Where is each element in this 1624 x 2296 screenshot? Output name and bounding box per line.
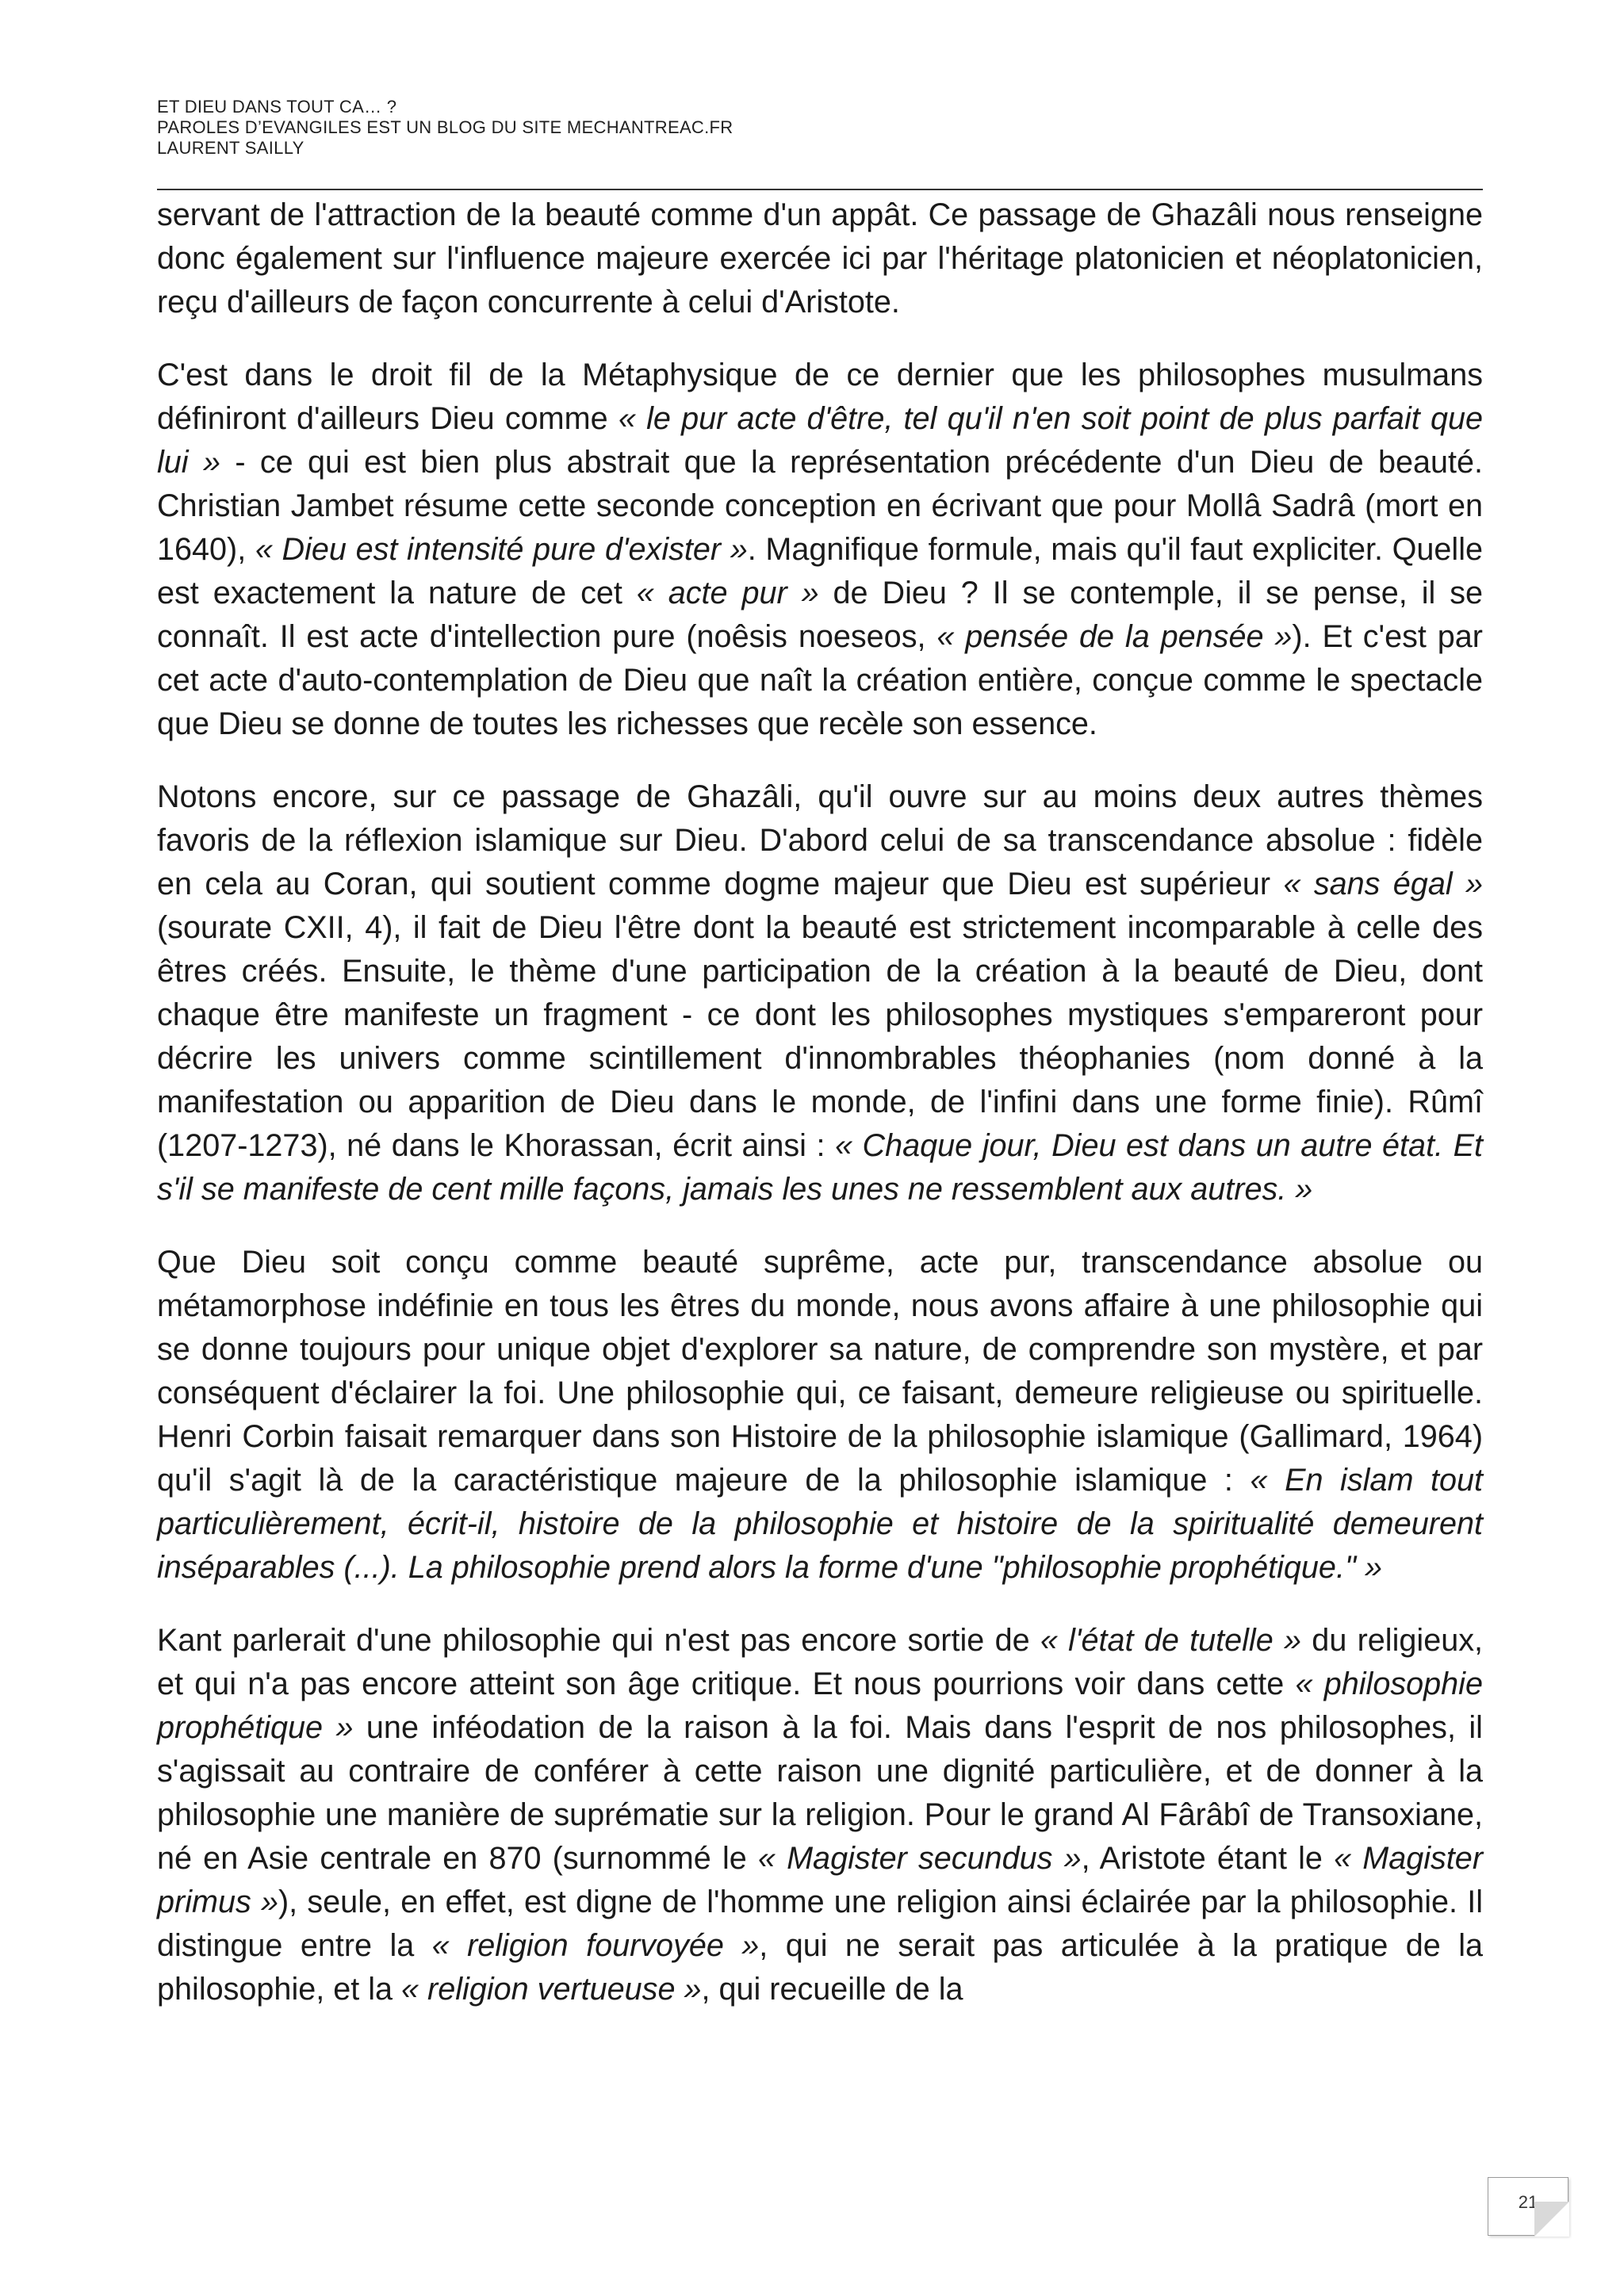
quote-run: « sans égal »	[1283, 867, 1483, 901]
text-run: ). Et c'est par cet acte d'auto-contemplation de Dieu que naît la création entière, conçue comme le spectacle que Dieu se donne de toutes les richesses que recèle son essence.	[157, 619, 1483, 741]
text-run: Que Dieu soit conçu comme beauté suprême, acte pur, transcendance absolue ou métamorphose indéfinie en tous les êtres du monde, nous avons affaire à une philosophie qui se donne toujours pour unique objet d'explorer sa nature, de comprendre son mystère, et par conséquent d'éclairer la foi. Une philosophie qui, ce faisant, demeure religieuse ou spirituelle. Henri Corbin faisait remarquer dans son Histoire de la philosophie islamique (Gallimard, 1964) qu'il s'agit là de la caractéristique majeure de la philosophie islamique :	[157, 1245, 1483, 1498]
header-divider	[157, 189, 1483, 190]
quote-run: « pensée de la pensée »	[936, 619, 1293, 654]
quote-run: « religion vertueuse »	[401, 1972, 702, 2007]
text-run: , qui recueille de la	[701, 1972, 963, 2007]
header-blog-line: PAROLES D’EVANGILES EST UN BLOG DU SITE MECHANTREAC.FR	[157, 117, 733, 137]
paragraph	[157, 1241, 1483, 1590]
text-run: Kant parlerait d'une philosophie qui n'est pas encore sortie de	[157, 1623, 1040, 1658]
text-run: ), seule, en effet, est digne de l'homme une religion ainsi éclairée par la philosophie. Il distingue entre la	[157, 1885, 1483, 1963]
text-run: , qui ne serait pas articulée à la pratique de la philosophie, et la	[157, 1928, 1483, 2007]
text-run: Notons encore, sur ce passage de Ghazâli, qu'il ouvre sur au moins deux autres thèmes favoris de la réflexion islamique sur Dieu. D'abord celui de sa transcendance absolue : fidèle en cela au Coran, qui soutient comme dogme majeur que Dieu est supérieur	[157, 779, 1483, 901]
paragraph	[157, 775, 1483, 1211]
quote-run: « religion fourvoyée »	[431, 1928, 760, 1963]
page-header	[157, 97, 1483, 159]
page-number: 21	[1518, 2192, 1538, 2212]
text-run: , Aristote étant le	[1081, 1841, 1335, 1876]
quote-run: « l'état de tutelle »	[1040, 1623, 1302, 1658]
header-author: LAURENT SAILLY	[157, 138, 304, 158]
text-run: de Dieu ? Il se contemple, il se pense, il se connaît. Il est acte d'intellection pure (noêsis noeseos,	[157, 576, 1484, 654]
quote-run: « En islam tout particulièrement, écrit-il, histoire de la philosophie et histoire de la spiritualité demeurent inséparables (...). La philosophie prend alors la forme d'une "philosophie prophétique." »	[157, 1463, 1484, 1585]
quote-run: « Dieu est intensité pure d'exister »	[255, 532, 748, 567]
text-run: du religieux, et qui n'a pas encore atteint son âge critique. Et nous pourrions voir dans cette	[157, 1623, 1484, 1701]
quote-run: « Chaque jour, Dieu est dans un autre état. Et s'il se manifeste de cent mille façons, jamais les unes ne ressemblent aux autres. »	[157, 1128, 1483, 1207]
text-run: (sourate CXII, 4), il fait de Dieu l'être dont la beauté est strictement incomparable à celle des êtres créés. Ensuite, le thème d'une participation de la création à la beauté de Dieu, dont chaque être manifeste un fragment - ce dont les philosophes mystiques s'empareront pour décrire les univers comme scintillement d'innombrables théophanies (nom donné à la manifestation ou apparition de Dieu dans le monde, de l'infini dans une forme finie). Rûmî (1207-1273), né dans le Khorassan, écrit ainsi :	[157, 910, 1483, 1163]
text-run: servant de l'attraction de la beauté comme d'un appât. Ce passage de Ghazâli nous renseigne donc également sur l'influence majeure exercée ici par l'héritage platonicien et néoplatonicien, reçu d'ailleurs de façon concurrente à celui d'Aristote.	[157, 197, 1483, 320]
text-run: une inféodation de la raison à la foi. Mais dans l'esprit de nos philosophes, il s'agissait au contraire de conférer à cette raison une dignité particulière, et de donner à la philosophie une manière de suprématie sur la religion. Pour le grand Al Fârâbî de Transoxiane, né en Asie centrale en 870 (surnommé le	[157, 1710, 1483, 1876]
text-run: . Magnifique formule, mais qu'il faut expliciter. Quelle est exactement la nature de cet	[157, 532, 1483, 610]
text-run: - ce qui est bien plus abstrait que la représentation précédente d'un Dieu de beauté. Christian Jambet résume cette seconde conception en écrivant que pour Mollâ Sadrâ (mort en 1640),	[157, 445, 1483, 567]
quote-run: « acte pur »	[636, 576, 819, 610]
header-title: ET DIEU DANS TOUT CA… ?	[157, 97, 397, 117]
paragraph	[157, 193, 1483, 324]
body-text	[157, 193, 1483, 2011]
page-number-box	[1488, 2177, 1568, 2236]
quote-run: « Magister secundus »	[757, 1841, 1082, 1876]
paragraph	[157, 354, 1483, 746]
text-run: C'est dans le droit fil de la Métaphysique de ce dernier que les philosophes musulmans définiront d'ailleurs Dieu comme	[157, 358, 1483, 436]
quote-run: « philosophie prophétique »	[157, 1667, 1483, 1745]
quote-run: « le pur acte d'être, tel qu'il n'en soit point de plus parfait que lui »	[157, 401, 1483, 480]
paragraph	[157, 1619, 1483, 2011]
quote-run: « Magister primus »	[157, 1841, 1483, 1919]
